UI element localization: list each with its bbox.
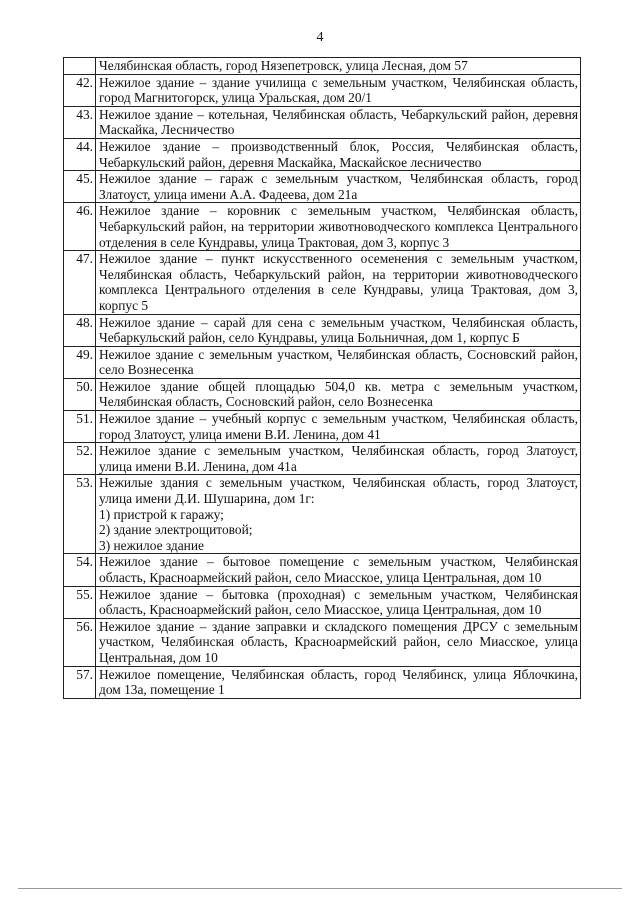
row-description: Нежилое здание – бытовое помещение с земельным участком, Челябинская область, Красноармейский район, село Миасское, улица Центральная, дом 10 [96,554,581,586]
table-row [64,411,581,443]
row-number: 45. [64,171,96,203]
row-description: Нежилое здание с земельным участком, Челябинская область, Сосновский район, село Вознесенка [96,346,581,378]
table-row [64,586,581,618]
property-table [63,57,581,699]
table-row [64,475,581,554]
table-row [64,58,581,75]
table-row [64,314,581,346]
row-description: Нежилое здание – сарай для сена с земельным участком, Челябинская область, Чебаркульский район, село Кундравы, улица Больничная, дом 1, корпус Б [96,314,581,346]
row-number: 46. [64,203,96,251]
table-row [64,171,581,203]
row-number: 43. [64,106,96,138]
table-row [64,378,581,410]
table-row [64,554,581,586]
table-row [64,106,581,138]
table-row [64,443,581,475]
page-number: 4 [316,30,324,45]
row-description: Челябинская область, город Нязепетровск, улица Лесная, дом 57 [96,58,581,75]
row-description: Нежилое здание – производственный блок, Россия, Челябинская область, Чебаркульский район, деревня Маскайка, Маскайское лесничество [96,138,581,170]
row-number: 44. [64,138,96,170]
table-row [64,74,581,106]
row-number: 55. [64,586,96,618]
bottom-rule [18,888,622,889]
table-row [64,138,581,170]
row-description: Нежилое здание – коровник с земельным участком, Челябинская область, Чебаркульский район, на территории животноводческого комплекса Центрального отделения в селе Кундравы, улица Трактовая, дом 3, корпус 3 [96,203,581,251]
row-description: Нежилое здание – здание заправки и складского помещения ДРСУ с земельным участком, Челябинская область, Красноармейский район, село Миасское, улица Центральная, дом 10 [96,618,581,666]
row-description: Нежилое здание общей площадью 504,0 кв. метра с земельным участком, Челябинская область, Сосновский район, село Вознесенка [96,378,581,410]
row-description: Нежилые здания с земельным участком, Челябинская область, город Златоуст, улица имени Д.И. Шушарина, дом 1г: 1) пристрой к гаражу; 2) здание электрощитовой; 3) нежилое здание [96,475,581,554]
table-row [64,666,581,698]
row-description: Нежилое помещение, Челябинская область, город Челябинск, улица Яблочкина, дом 13а, помещение 1 [96,666,581,698]
row-number: 48. [64,314,96,346]
row-number: 54. [64,554,96,586]
table-row [64,346,581,378]
row-number: 57. [64,666,96,698]
row-number: 53. [64,475,96,554]
row-description: Нежилое здание – здание училища с земельным участком, Челябинская область, город Магнитогорск, улица Уральская, дом 20/1 [96,74,581,106]
row-number: 56. [64,618,96,666]
table-row [64,618,581,666]
row-description: Нежилое здание с земельным участком, Челябинская область, город Златоуст, улица имени В.И. Ленина, дом 41а [96,443,581,475]
table-row [64,251,581,314]
row-description: Нежилое здание – учебный корпус с земельным участком, Челябинская область, город Златоуст, улица имени В.И. Ленина, дом 41 [96,411,581,443]
row-number: 42. [64,74,96,106]
row-number: 50. [64,378,96,410]
row-number [64,58,96,75]
table-row [64,203,581,251]
row-number: 49. [64,346,96,378]
row-description: Нежилое здание – бытовка (проходная) с земельным участком, Челябинская область, Красноармейский район, село Миасское, улица Центральная, дом 10 [96,586,581,618]
row-description: Нежилое здание – гараж с земельным участком, Челябинская область, город Златоуст, улица имени А.А. Фадеева, дом 21а [96,171,581,203]
row-number: 47. [64,251,96,314]
row-description: Нежилое здание – пункт искусственного осеменения с земельным участком, Челябинская область, Чебаркульский район, на территории животноводческого комплекса Центрального отделения в селе Кундравы, улица Трактовая, дом 3, корпус 5 [96,251,581,314]
row-description: Нежилое здание – котельная, Челябинская область, Чебаркульский район, деревня Маскайка, Лесничество [96,106,581,138]
row-number: 51. [64,411,96,443]
row-number: 52. [64,443,96,475]
